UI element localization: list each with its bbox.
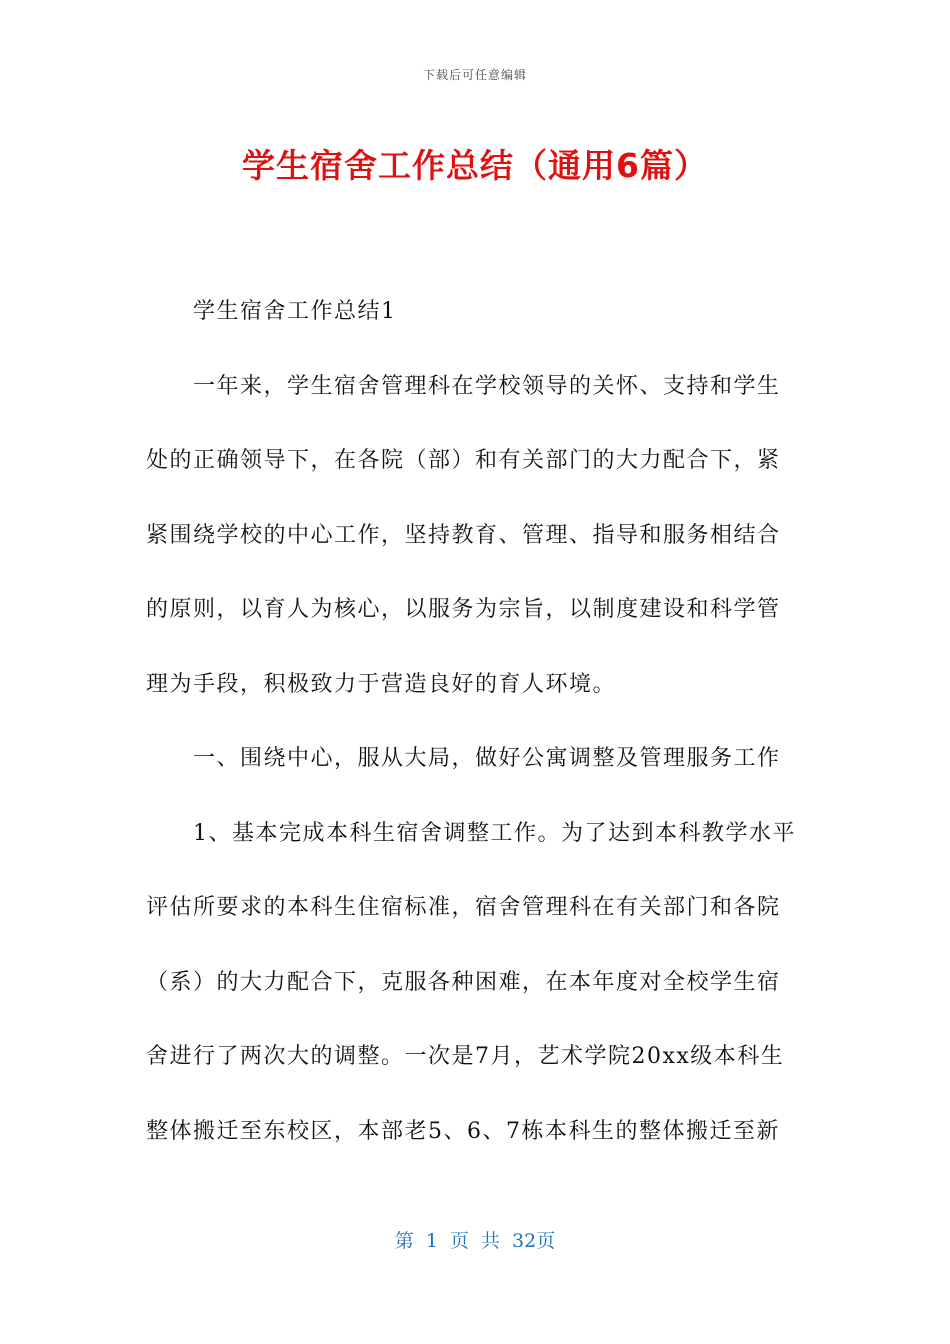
body-line: 处的正确领导下，在各院（部）和有关部门的大力配合下，紧 — [146, 448, 781, 473]
body-line: 评估所要求的本科生住宿标准，宿舍管理科在有关部门和各院 — [146, 895, 781, 920]
page-number: 第 1 页 共 32页 — [394, 1230, 556, 1252]
body-line: 紧围绕学校的中心工作，坚持教育、管理、指导和服务相结合 — [146, 522, 781, 548]
body-line: 理为手段，积极致力于营造良好的育人环境。 — [146, 671, 617, 697]
body-line: （系）的大力配合下，克服各种困难，在本年度对全校学生宿 — [146, 969, 781, 995]
document-title: 学生宿舍工作总结（通用6篇） — [242, 146, 708, 185]
body-line: 舍进行了两次大的调整。一次是7月，艺术学院20xx级本科生 — [146, 1044, 785, 1069]
body-line: 一年来，学生宿舍管理科在学校领导的关怀、支持和学生 — [193, 373, 781, 399]
header-note: 下载后可任意编辑 — [422, 68, 527, 82]
body-line: 的原则，以育人为核心，以服务为宗旨，以制度建设和科学管 — [146, 597, 781, 622]
document-body — [146, 275, 806, 1169]
body-line: 1、基本完成本科生宿舍调整工作。为了达到本科教学水平 — [193, 820, 796, 846]
body-line: 整体搬迁至东校区，本部老5、6、7栋本科生的整体搬迁至新 — [146, 1118, 780, 1144]
body-line: 学生宿舍工作总结1 — [193, 299, 397, 324]
body-line: 一、围绕中心，服从大局，做好公寓调整及管理服务工作 — [193, 746, 781, 771]
